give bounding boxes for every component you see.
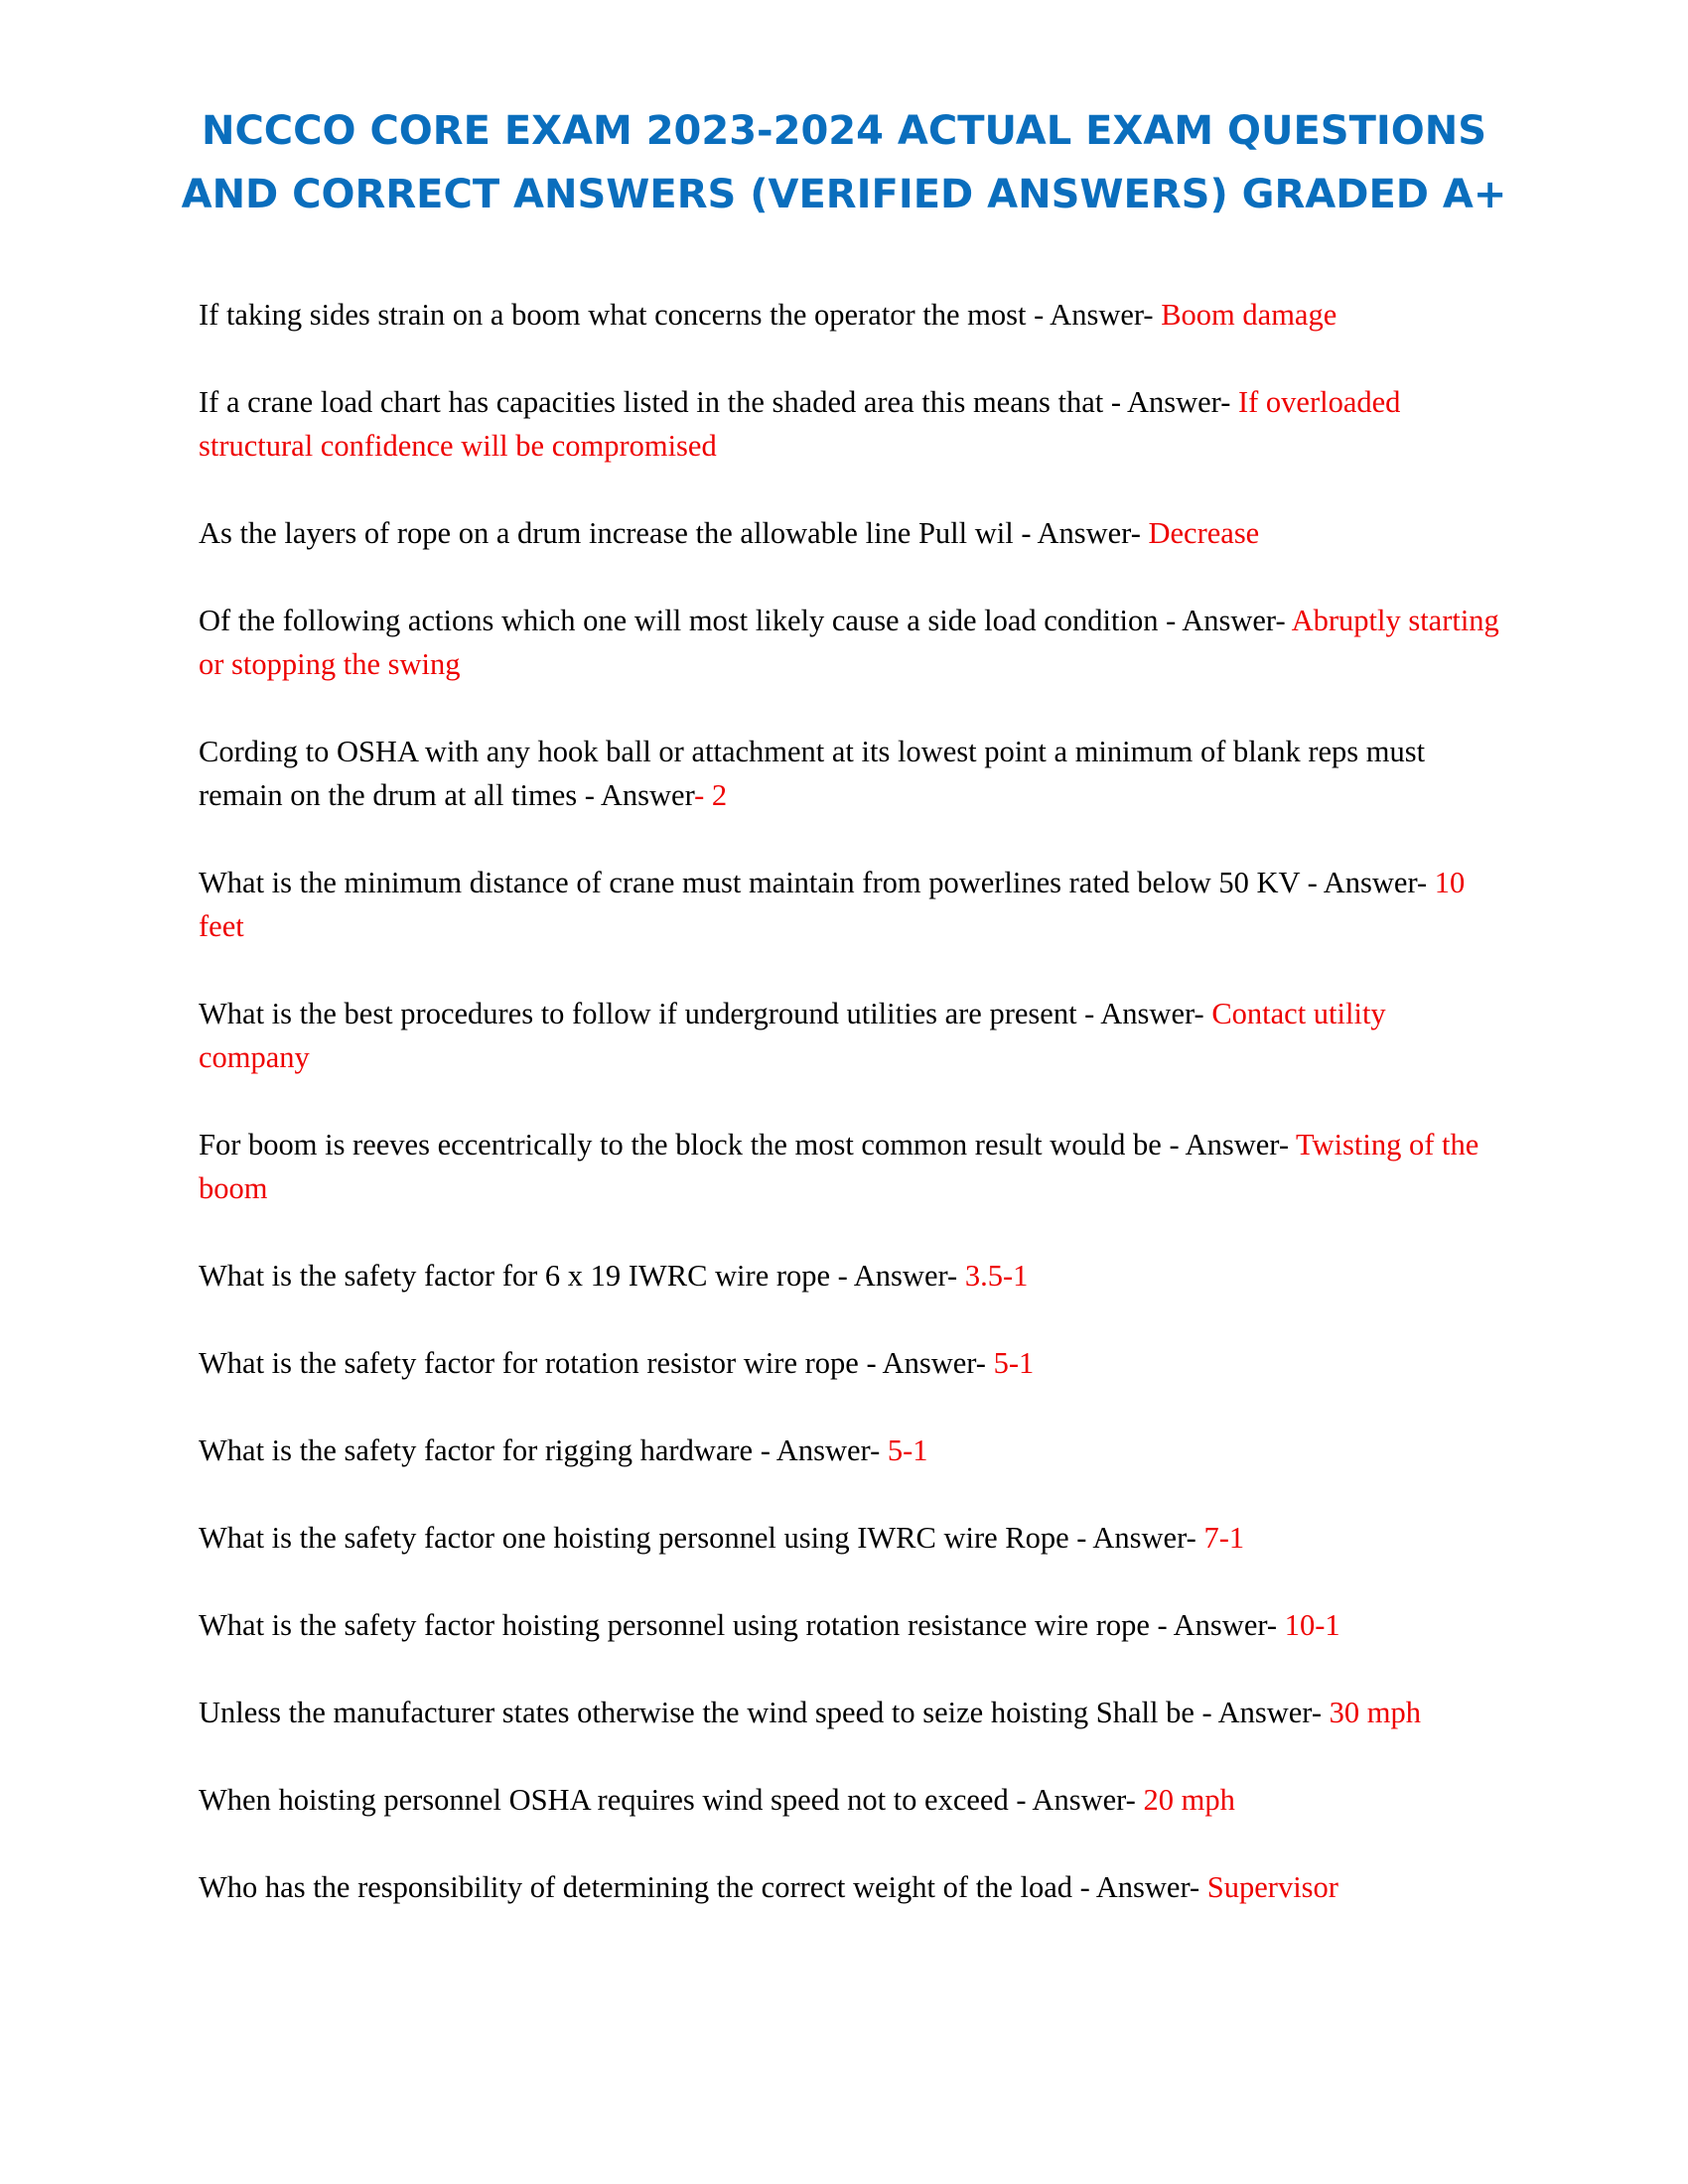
qa-item [199,1865,1499,1909]
answer-text: 20 mph [1143,1783,1235,1817]
qa-item [199,293,1499,337]
qa-item [199,1429,1499,1472]
question-text: When hoisting personnel OSHA requires wind speed not to exceed - Answer- [199,1783,1144,1817]
question-text: Of the following actions which one will most likely cause a side load condition - Answer- [199,604,1292,637]
question-text: What is the safety factor for rotation resistor wire rope - Answer- [199,1346,994,1380]
question-text: If taking sides strain on a boom what concerns the operator the most - Answer- [199,298,1162,332]
title-line-1: NCCCO CORE EXAM 2023-2024 ACTUAL EXAM QUESTIONS [201,108,1487,154]
answer-text: 10 feet [199,866,1466,943]
qa-item [199,380,1499,468]
question-text: Unless the manufacturer states otherwise the wind speed to seize hoisting Shall be - Answer- [199,1696,1330,1729]
question-text: For boom is reeves eccentrically to the block the most common result would be - Answer- [199,1128,1297,1161]
question-text: If a crane load chart has capacities listed in the shaded area this means that - Answer- [199,385,1238,419]
answer-text: Decrease [1148,516,1260,550]
qa-item [199,861,1499,948]
question-text: As the layers of rope on a drum increase the allowable line Pull wil - Answer- [199,516,1149,550]
qa-item [199,1516,1499,1560]
qa-item [199,599,1499,686]
qa-item [199,730,1499,817]
answer-text: Contact utility company [199,997,1386,1074]
title-line-2: AND CORRECT ANSWERS (VERIFIED ANSWERS) GRADED A+ [181,172,1507,217]
document-title [149,99,1539,226]
question-text: Cording to OSHA with any hook ball or attachment at its lowest point a minimum of blank reps must remain on the drum at all times - Answer [199,735,1426,812]
question-text: What is the best procedures to follow if underground utilities are present - Answer- [199,997,1212,1030]
answer-text: 5-1 [887,1433,928,1467]
question-text: What is the safety factor for rigging hardware - Answer- [199,1433,888,1467]
qa-item [199,1603,1499,1647]
qa-item [199,1341,1499,1385]
answer-text: 5-1 [993,1346,1035,1380]
question-answer-list [199,293,1499,1953]
question-text: What is the safety factor for 6 x 19 IWRC wire rope - Answer- [199,1259,965,1293]
answer-text: - 2 [694,778,728,812]
answer-text: 10-1 [1284,1608,1340,1642]
qa-item [199,1778,1499,1822]
qa-item [199,1254,1499,1297]
qa-item [199,1691,1499,1734]
answer-text: 7-1 [1203,1521,1245,1555]
answer-text: 30 mph [1329,1696,1421,1729]
answer-text: Supervisor [1206,1870,1338,1904]
answer-text: Abruptly starting or stopping the swing [199,604,1499,681]
answer-text: Twisting of the boom [199,1128,1479,1205]
answer-text: Boom damage [1161,298,1337,332]
question-text: What is the safety factor hoisting personnel using rotation resistance wire rope - Answer- [199,1608,1285,1642]
qa-item [199,511,1499,555]
question-text: Who has the responsibility of determining the correct weight of the load - Answer- [199,1870,1207,1904]
question-text: What is the minimum distance of crane must maintain from powerlines rated below 50 KV - Answer- [199,866,1435,899]
answer-text: 3.5-1 [964,1259,1029,1293]
answer-text: If overloaded structural confidence will be compromised [199,385,1401,463]
qa-item [199,1123,1499,1210]
question-text: What is the safety factor one hoisting personnel using IWRC wire Rope - Answer- [199,1521,1204,1555]
qa-item [199,992,1499,1079]
